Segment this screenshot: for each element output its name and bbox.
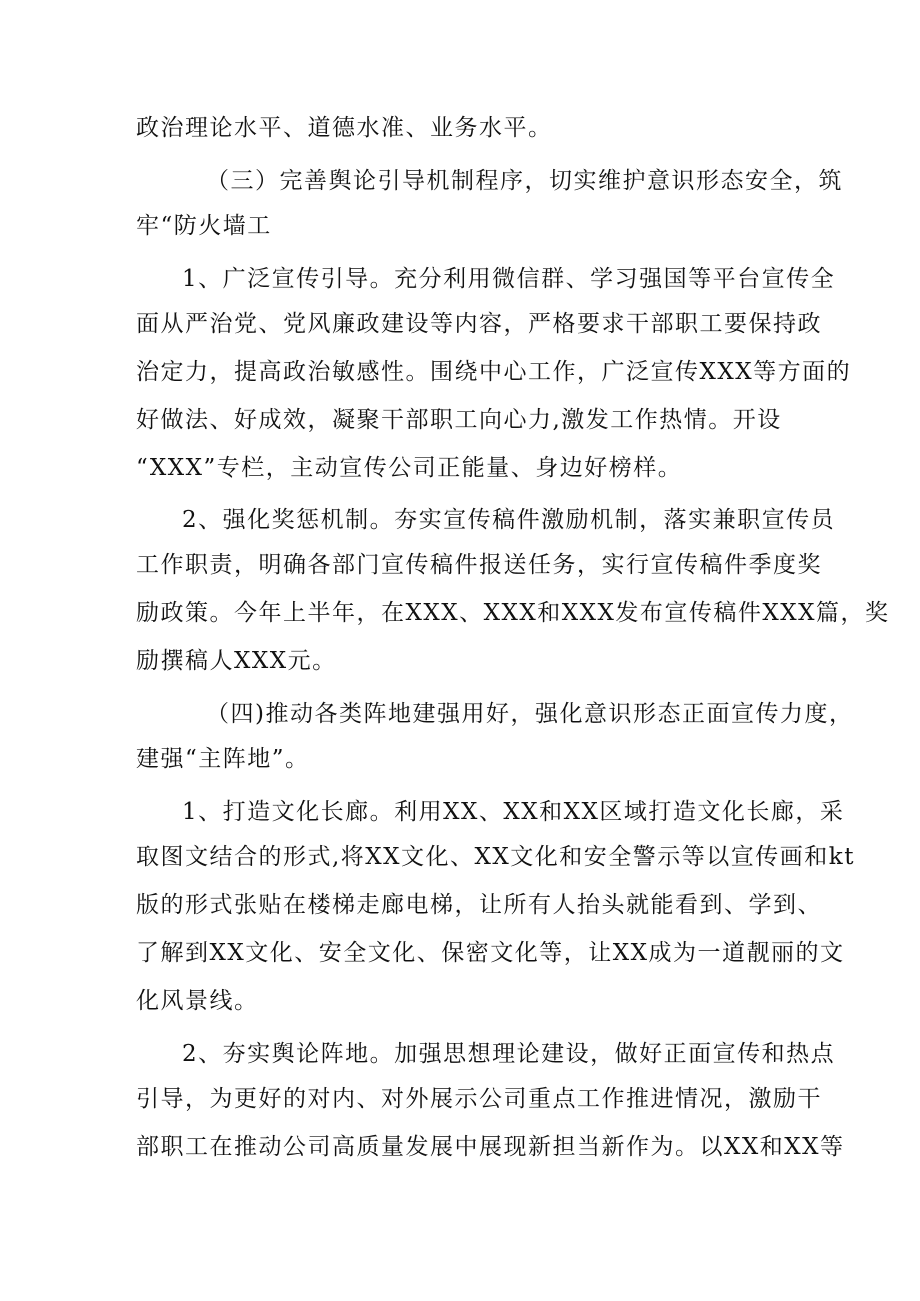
- paragraph-line: 部职工在推动公司高质量发展中展现新担当新作为。以XX和XX等: [136, 1134, 845, 1160]
- paragraph-line: 版的形式张贴在楼梯走廊电梯，让所有人抬头就能看到、学到、: [136, 892, 822, 918]
- paragraph-line: 引导，为更好的对内、对外展示公司重点工作推进情况，激励干: [136, 1086, 822, 1112]
- paragraph-line: 面从严治党、党风廉政建设等内容，严格要求干部职工要保持政: [136, 311, 822, 337]
- section-heading-4-cont: 建强“主阵地”。: [136, 746, 310, 772]
- paragraph-line: 化风景线。: [136, 988, 259, 1014]
- section-heading-3: （三）完善舆论引导机制程序，切实维护意识形态安全，筑: [206, 168, 843, 194]
- paragraph-line: 1、广泛宣传引导。充分利用微信群、学习强国等平台宣传全: [182, 266, 836, 292]
- paragraph-line: 励政策。今年上半年，在XXX、XXX和XXX发布宣传稿件XXX篇，奖: [136, 600, 890, 626]
- section-heading-4: （四)推动各类阵地建强用好，强化意识形态正面宣传力度，: [206, 701, 854, 727]
- paragraph-line: 2、夯实舆论阵地。加强思想理论建设，做好正面宣传和热点: [182, 1041, 836, 1067]
- paragraph-line: 了解到XX文化、安全文化、保密文化等，让XX成为一道靓丽的文: [136, 940, 845, 966]
- section-heading-3-cont: 牢“防火墙工: [136, 213, 272, 239]
- paragraph-line: 工作职责，明确各部门宣传稿件报送任务，实行宣传稿件季度奖: [136, 552, 822, 578]
- paragraph-line: 政治理论水平、道德水准、业务水平。: [136, 115, 553, 141]
- paragraph-line: 1、打造文化长廊。利用XX、XX和XX区域打造文化长廊，采: [182, 799, 845, 825]
- paragraph-line: 好做法、好成效，凝聚干部职工向心力,激发工作热情。开设: [136, 407, 782, 433]
- paragraph-line: 取图文结合的形式,将XX文化、XX文化和安全警示等以宣传画和kt: [136, 844, 855, 870]
- paragraph-line: “XXX”专栏，主动宣传公司正能量、身边好榜样。: [136, 455, 683, 481]
- paragraph-line: 2、强化奖惩机制。夯实宣传稿件激励机制，落实兼职宣传员: [182, 507, 836, 533]
- paragraph-line: 治定力，提高政治敏感性。围绕中心工作，广泛宣传XXX等方面的: [136, 359, 852, 385]
- paragraph-line: 励撰稿人XXX元。: [136, 648, 337, 674]
